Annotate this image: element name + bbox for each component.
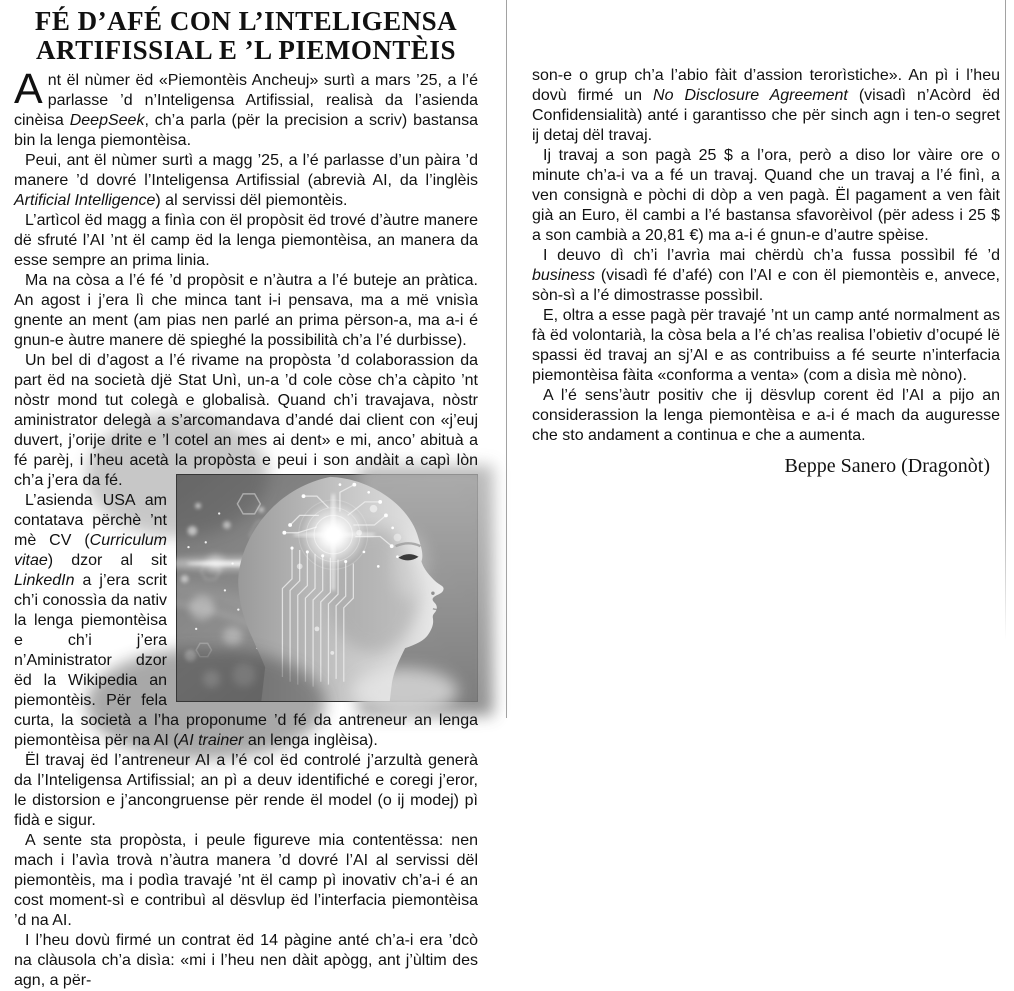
paragraph-text: e peui i son andàit a capì lòn ch’a j’era da fé.	[14, 452, 479, 489]
paragraph	[14, 271, 478, 351]
paragraph-text: (visadì fé d’afé) con l’AI e con ël piemontèis e, anvece, sòn-sì a l’é dimostrasse possìbil.	[532, 267, 1000, 304]
right-column	[532, 0, 1000, 478]
paragraph-text: Peui, ant ël nùmer surtì a magg ’25, a l’é parlasse d’un pàira ’d manere ’d dovré l’Inteligensa Artifissial (abrevià AI, da l’inglèis	[14, 152, 478, 189]
paragraph-text: L’asienda USA am contatava përchè ’nt mè CV (	[14, 492, 167, 549]
drop-cap: A	[14, 65, 43, 113]
paragraph-text: nt ël nùmer ëd «Piemontèis Ancheuj» surtì a mars ’25, a l’é parlasse ’d n’Inteligensa Artifissial, realisà da l’asienda cinèisa	[14, 72, 478, 129]
paragraph	[14, 931, 478, 991]
paragraph-text: Ij travaj a son pagà 25 $ a l’ora, però a diso lor vàire ore o minute ch’a-i va a fé un travaj. Quand che un travaj a l’é finì, a ven consignà e pòchi di dòp a ven pagà. Ël pagament a ven fàit già an Euro, ël cambi a l’é bastansa sfavorèivol (për adess i 25 $ a son cambià a 20,81 €) ma a-i é gnun-e d’autre spèise.	[532, 147, 1000, 244]
paragraph-text: , ch’a parla (për la precision a scriv) bastansa bin la lenga piemontèisa.	[14, 112, 479, 149]
paragraph	[532, 66, 1000, 146]
paragraph	[14, 351, 478, 491]
title-line-1: FÉ D’AFÉ CON L’INTELIGENSA	[34, 6, 458, 36]
paragraph-text: I l’heu dovù firmé un contrat ëd 14 pàgine anté ch’a-i era ’dcò na clàusola ch’a disìa: «mi i l’heu nen dàit apògg, ant j’ùltim des agn, a për-	[14, 932, 478, 989]
paragraph-text-italic: AI trainer	[178, 732, 244, 749]
author-byline: Beppe Sanero (Dragonòt)	[784, 455, 990, 477]
paragraph-text: A sente sta propòsta, i peule figureve mia contentëssa: nen mach i l’avìa trovà n’àutra manera ’d dovré l’AI al servissi dël piemontèis, ma i podìa travajé ’nt ël camp pì inovativ ch’a-i é an cost moment-sì e contribuì al dësvlup ëd l’interfacia piemontèisa ’d na AI.	[14, 832, 478, 929]
paragraph	[532, 306, 1000, 386]
paragraph	[532, 386, 1000, 446]
paragraph-text-italic: Curriculum vitae	[14, 532, 167, 569]
paragraph-text: E, oltra a esse pagà për travajé ’nt un camp anté normalment as fà ëd volontarià, la còsa bela a l’é ch’as realisa l’obietiv d’ocupé lë spassi ëd travaj an sj’AI e as contribuiss a fé seurte n’interfacia piemontèisa fàita «conforma a venta» (com a disìa mè nòno).	[532, 307, 1000, 384]
paragraph	[14, 751, 478, 831]
paragraph	[532, 246, 1000, 306]
paragraph	[532, 146, 1000, 246]
left-column	[14, 0, 478, 991]
paragraph-text: A l’é sens’àutr positiv che ij dësvlup corent ëd l’AI a pijo an considerassion la lenga piemontèisa e a-i é mach da auguresse che sto andament a continua e che a aumenta.	[532, 387, 1000, 444]
paragraph-text: I deuvo dì ch’i l’avrìa mai chërdù ch’a fussa possìbil fé ’d	[543, 247, 1000, 264]
paragraph	[14, 151, 478, 211]
paragraph-text: Ël travaj ëd l’antreneur AI a l’é col ëd controlé j’arzultà generà da l’Inteligensa Artifissial; an pì a deuv identifiché e coregi j’eror, le distorsion e j’ancongruense për rende ël model (o ij modej) pì fidà e sigur.	[14, 752, 478, 829]
paragraph	[14, 831, 478, 931]
paragraph-text-italic: LinkedIn	[14, 572, 75, 589]
paragraph-text: L’artìcol ëd magg a finìa con ël propòsit ëd trové d’àutre manere dë sfruté l’AI ’nt ël camp ëd la lenga piemontèisa, an manera da esse sempre an prima linia.	[14, 212, 478, 269]
paragraph-text-italic: DeepSeek	[69, 112, 145, 129]
article-title	[14, 7, 478, 65]
paragraph-text-italic: No Disclosure Agreement	[653, 87, 848, 104]
paragraph	[14, 65, 479, 151]
paragraph-text: an lenga inglèisa).	[243, 732, 378, 749]
paragraph-text-italic: business	[532, 267, 596, 284]
article-photo	[176, 474, 478, 702]
paragraph-text: ) al servissi dël piemontèis.	[155, 192, 348, 209]
paragraph-text: Ma na còsa a l’é fé ’d propòsit e n’àutra a l’é buteje an pràtica. An agost i j’era lì che minca tant i-i pensava, ma a më vnisìa gnente an ment (am pias nen parlé an prima përson-a, ma a-i é gnun-e àutre manere dë spieghé la possibilità ch’a l’é durbisse).	[14, 272, 478, 349]
paragraph	[14, 211, 478, 271]
title-line-2: ARTIFISSIAL E ’L PIEMONTÈIS	[36, 35, 456, 65]
paragraph-text-italic: Artificial Intelligence	[14, 192, 156, 209]
paragraph-text: a j’era scrit ch’i conossìa da nativ la lenga piemontèisa e ch’i j’era n’Aministrator dzor ëd la Wikipedia an piemontèis. Për fela curta, la società a l’ha proponume ’d fé da antreneur an lenga piemontèisa për na AI (	[14, 572, 478, 749]
paragraph-text: son-e o grup ch’a l’abio fàit d’assion terorìstiche». An pì i l’heu dovù firmé un	[532, 67, 1000, 104]
paragraph-text: Un bel di d’agost a l’é rivame na propòsta ’d colaborassion da part ëd na società djë Stat Unì, un-a ’d cole còse ch’a càpito ’nt nòstr mond tut colegà e globalisà. Quand ch’i travajava, nòstr aministrator delegà a s’arcomandava d’andé dai client con «j’euj duvert, j’orije drite e ’l cotel an mes ai dent» e mi, anco’ abituà a fé parèj, i l’heu acetà la propòsta	[14, 352, 478, 469]
paragraph-text: ) dzor al sit	[47, 552, 167, 569]
page-edge-rule	[1005, 0, 1006, 640]
ai-head-illustration	[177, 475, 477, 701]
paragraph-text: (visadì n’Acòrd ëd Confidensialità) anté i garantisso che për sinch agn i ten-o segret ij detaj dël travaj.	[532, 87, 1000, 144]
column-divider-rule	[506, 0, 507, 718]
